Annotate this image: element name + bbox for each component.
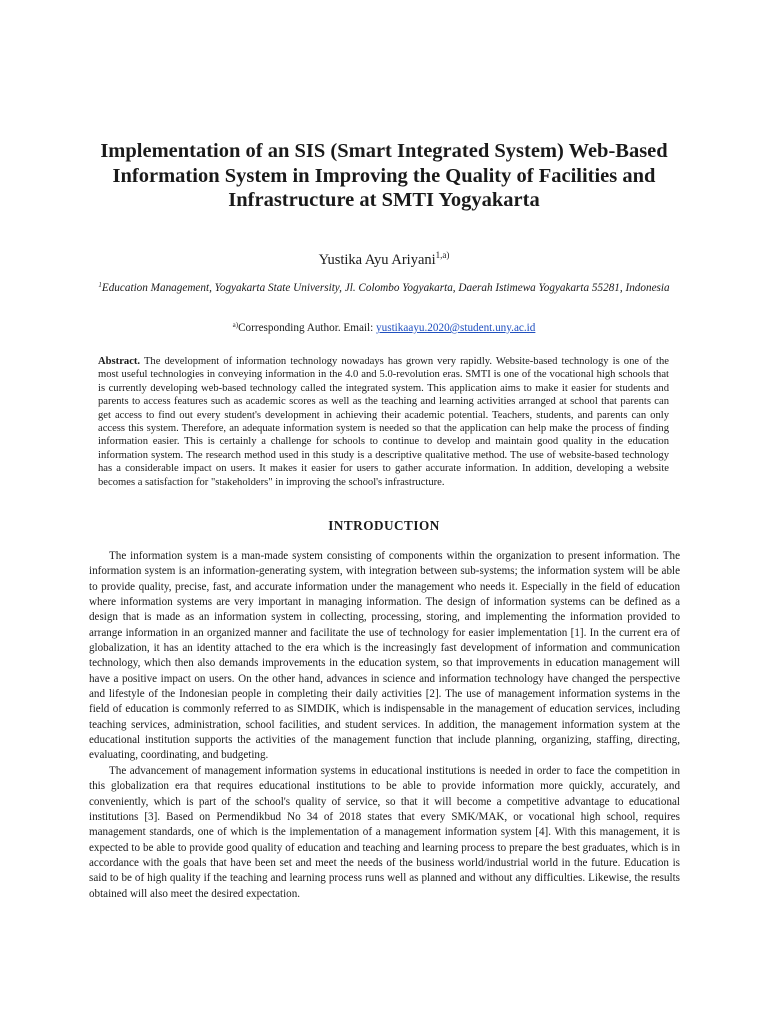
paragraph: The information system is a man-made system consisting of components within the organization to present information. The information system is an information-generating system, with integration between sub-systems; the information system will be able to provide quality, precise, fast, and accurate information under the management who needs it. Especially in the field of education where information systems are very important in managing information. The design of information systems can be defined as a design that is made as an information system in collecting, processing, storing, and implementing the information provided to arrange information in an organized manner and facilitate the use of technology for easier implementation [1]. In the current era of globalization, it has an identity attached to the era which is the increasingly fast development of information and communication technology, which then also demands improvements in the education system, so that improvements in education management will have a positive impact on users. On the other hand, advances in science and information technology have changed the perspective and lifestyle of the Indonesian people in completing their daily activities [2]. The use of management information systems in the field of education is commonly referred to as SIMDIK, which is indispensable in the management of education services, including teaching services, administration, school facilities, and student services. In addition, the management information system at the educational institution supports the activities of the management function that include planning, organizing, staffing, directing, evaluating, coordinating, and budgeting. <box>89 550 680 762</box>
corresponding-author <box>0 321 768 334</box>
author-name: Yustika Ayu Ariyani <box>318 252 436 268</box>
author-superscript: 1,a) <box>435 250 450 260</box>
affiliation <box>96 278 672 296</box>
section-heading-introduction: INTRODUCTION <box>328 518 440 533</box>
abstract-label: Abstract. <box>98 356 141 367</box>
affiliation-superscript: 1 <box>98 281 102 289</box>
paragraph: The advancement of management information systems in educational institutions is needed in order to face the competition in this globalization era that requires educational institutions to be able to provide information more quickly, accurately, and conveniently, which is part of the school's quality of service, so that it will become a competitive advantage to educational institutions [3]. Based on Permendikbud No 34 of 2018 states that every SMK/MAK, or vocational high school, requires management standards, one of which is the implementation of a management information system [4]. With this management, it is expected to be able to provide good quality of education and teaching and learning process to prepare the best graduates, which is in accordance with the goals that have been set and meet the needs of the business world/industrial world in the future. Education is said to be of high quality if the teaching and learning process runs well as planned and without any difficulties. Likewise, the results obtained will also meet the desired expectation. <box>89 764 680 900</box>
abstract-text: The development of information technology nowadays has grown very rapidly. Website-based technology is one of the most useful technologies in conveying information in the 4.0 and 5.0-revolution eras. SMTI is one of the vocational high schools that is currently developing web-based technology called the integrated system. This application aims to make it easier for students and parents to access features such as academic scores as well as the teaching and learning activities arranged at school that parents can get access to find out every student's development in achieving their academic potential. Teachers, students, and parents can only access this system. Therefore, an adequate information system is needed so that the application can help make the process of finding information easier. This is certainly a challenge for schools to continue to develop and maintain good quality in the education information system. The research method used in this study is a descriptive qualitative method. The use of website-based technology has a considerable impact on users. It makes it easier for users to gather accurate information. In addition, developing a website becomes a satisfaction for "stakeholders" in improving the school's infrastructure. <box>98 356 669 488</box>
introduction-body <box>89 549 680 902</box>
corresponding-superscript: a) <box>232 321 239 329</box>
abstract <box>98 355 669 489</box>
corresponding-label: Corresponding Author. Email: <box>238 322 377 334</box>
affiliation-text: Education Management, Yogyakarta State University, Jl. Colombo Yogyakarta, Daerah Istimewa Yogyakarta 55281, Indonesia <box>101 282 670 294</box>
paper-title: Implementation of an SIS (Smart Integrated System) Web-Based Information System in Improving the Quality of Facilities and Infrastructure at SMTI Yogyakarta <box>100 140 668 211</box>
email-link[interactable]: yustikaayu.2020@student.uny.ac.id <box>376 322 536 334</box>
author-line <box>0 250 768 269</box>
